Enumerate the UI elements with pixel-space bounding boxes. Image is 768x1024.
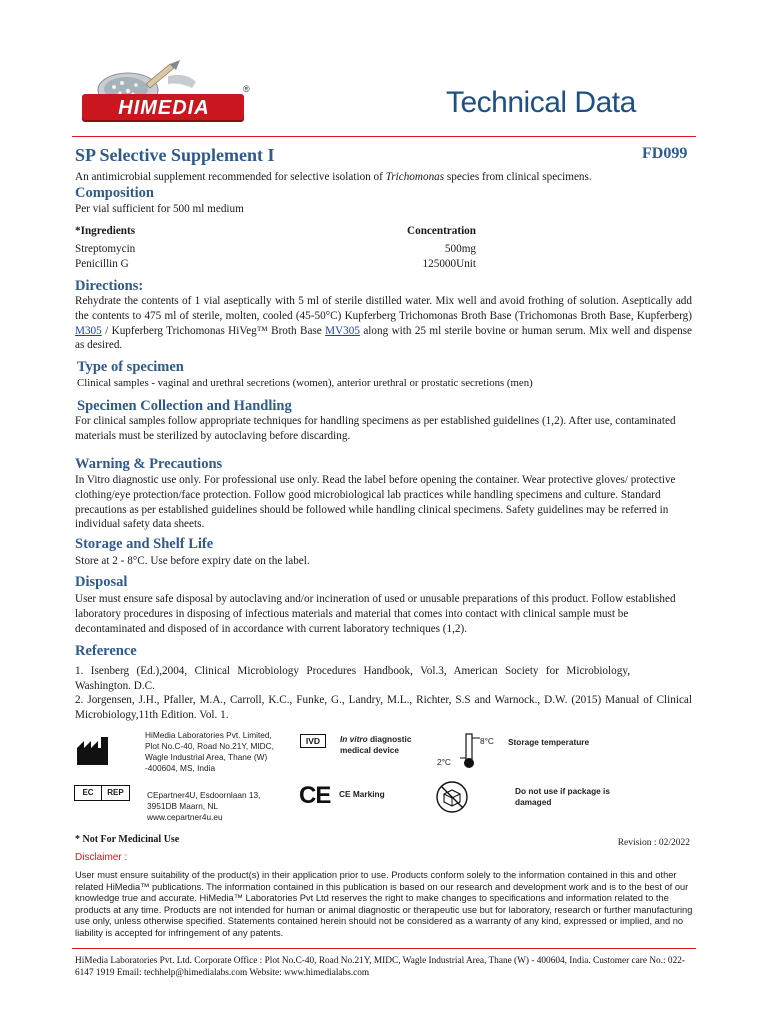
ingredient-value: 500mg bbox=[444, 243, 476, 255]
revision-label: Revision : 02/2022 bbox=[617, 838, 690, 848]
ce-mark-icon: CE bbox=[299, 782, 331, 809]
warning-heading: Warning & Precautions bbox=[75, 456, 223, 472]
temp-high: 8°C bbox=[480, 736, 494, 746]
not-medicinal-note: * Not For Medicinal Use bbox=[75, 834, 180, 845]
mv305-link[interactable]: MV305 bbox=[325, 324, 360, 337]
ivd-box: IVD bbox=[300, 734, 326, 748]
damaged-label: Do not use if package is damaged bbox=[515, 786, 610, 807]
header-divider bbox=[72, 136, 696, 137]
manufacturer-address: HiMedia Laboratories Pvt. Limited, Plot No.C-40, Road No.21Y, MIDC, Wagle Industrial Area, Thane (W) -400604, MS, India bbox=[145, 730, 274, 773]
corporate-footer: HiMedia Laboratories Pvt. Ltd. Corporate Office : Plot No.C-40, Road No.21Y, MIDC, Wagle Industrial Area, Thane (W) - 400604, India. Customer care No.: 022-6147 1919 Email: techhelp@himedialabs.com Website: www.himedialabs.com bbox=[75, 956, 685, 978]
brand-name: HIMEDIA bbox=[118, 97, 210, 119]
ingredient-name: Penicillin G bbox=[75, 258, 129, 270]
collection-heading: Specimen Collection and Handling bbox=[77, 398, 292, 414]
doc-type-title: Technical Data bbox=[446, 86, 636, 119]
ivd-label: In vitro diagnostic medical device bbox=[340, 734, 412, 755]
footer-divider bbox=[72, 948, 696, 949]
temp-low: 2°C bbox=[437, 757, 451, 767]
rep-label: REP bbox=[107, 788, 124, 797]
product-intro: An antimicrobial supplement recommended for selective isolation of Trichomonas species from clinical specimens. bbox=[75, 171, 592, 183]
ec-rep-address: CEpartner4U, Esdoornlaan 13, 3951DB Maarn, NL www.cepartner4u.eu bbox=[147, 790, 261, 822]
composition-heading: Composition bbox=[75, 185, 154, 201]
collection-text: For clinical samples follow appropriate techniques for handling specimens as per established guidelines (1,2). After use, contaminated materials must be sterilized by autoclaving before discarding. bbox=[75, 415, 676, 442]
product-code: FD099 bbox=[642, 145, 688, 162]
disclaimer-text: User must ensure suitability of the product(s) in their application prior to use. Products conform solely to the information contained in this and other related HiMedia™ publications. The information contained in this publication is based on our research and development work and is to the best of our knowledge true and accurate. HiMedia™ Laboratories Pvt Ltd reserves the right to make changes to specifications and information related to the products at any time. Products are not intended for human or animal diagnostic or therapeutic use but for laboratory, research or further manufacturing use only, unless otherwise specified. Statements contained herein should not be considered as a warranty of any kind, expressed or implied, and no liability is accepted for infringement of any patents. bbox=[75, 870, 693, 938]
storage-heading: Storage and Shelf Life bbox=[75, 536, 214, 552]
composition-note: Per vial sufficient for 500 ml medium bbox=[75, 203, 244, 215]
manufacturer-icon bbox=[76, 736, 110, 766]
himedia-logo bbox=[76, 58, 252, 126]
reference-heading: Reference bbox=[75, 643, 137, 659]
temp-label: Storage temperature bbox=[508, 737, 590, 747]
disposal-heading: Disposal bbox=[75, 574, 128, 590]
damaged-package-icon bbox=[434, 779, 470, 815]
concentration-header: Concentration bbox=[407, 225, 476, 237]
registered-mark: ® bbox=[243, 84, 250, 94]
directions-text: Rehydrate the contents of 1 vial aseptically with 5 ml of sterile distilled water. Mix well and avoid frothing of solution. Aseptically add the contents to 475 ml of sterile, molten, cooled (45-50°C) Kupferberg Trichomonas Broth Base (Trichomonas Broth Base, Kupferberg) M305 / Kupferberg Trichomonas HiVeg™ Broth Base MV305 along with 25 ml sterile bovine or human serum. Mix well and dispense as desired. bbox=[75, 295, 692, 352]
disclaimer-heading: Disclaimer : bbox=[75, 852, 128, 863]
m305-link[interactable]: M305 bbox=[75, 324, 102, 337]
ingredient-value: 125000Unit bbox=[422, 258, 476, 270]
reference-item: 1. Isenberg (Ed.),2004, Clinical Microbiology Procedures Handbook, Vol.3, American Society for Microbiology, Washington. D.C. bbox=[75, 665, 630, 692]
specimen-type-text: Clinical samples - vaginal and urethral secretions (women), anterior urethral or prostatic secretions (men) bbox=[77, 377, 533, 389]
specimen-type-heading: Type of specimen bbox=[77, 359, 184, 375]
ec-label: EC bbox=[75, 786, 102, 800]
product-title: SP Selective Supplement I bbox=[75, 145, 275, 165]
directions-heading: Directions: bbox=[75, 278, 144, 294]
ec-rep-box bbox=[74, 785, 130, 801]
storage-text: Store at 2 - 8°C. Use before expiry date on the label. bbox=[75, 555, 310, 567]
ingredients-header: *Ingredients bbox=[75, 225, 136, 237]
reference-item: 2. Jorgensen, J.H., Pfaller, M.A., Carroll, K.C., Funke, G., Landry, M.L., Richter, S.S and Warnock., D.W. (2015) Manual of Clinical Microbiology,11th Edition. Vol. 1. bbox=[75, 694, 692, 721]
ingredient-name: Streptomycin bbox=[75, 243, 136, 255]
warning-text: In Vitro diagnostic use only. For professional use only. Read the label before opening the container. Wear protective gloves/ protective clothing/eye protection/face protection. Follow good microbiological lab practices while handling specimens and culture. Standard precautions as per established guidelines should be followed while handling clinical specimens. Safety guidelines may be referred in individual safety data sheets. bbox=[75, 474, 676, 531]
ce-label: CE Marking bbox=[339, 789, 385, 799]
disposal-text: User must ensure safe disposal by autoclaving and/or incineration of used or unusable preparations of this product. Follow established laboratory procedures in disposing of infectious materials and material that comes into contact with clinical sample must be decontaminated and disposed of in accordance with current laboratory techniques (1,2). bbox=[75, 593, 676, 635]
